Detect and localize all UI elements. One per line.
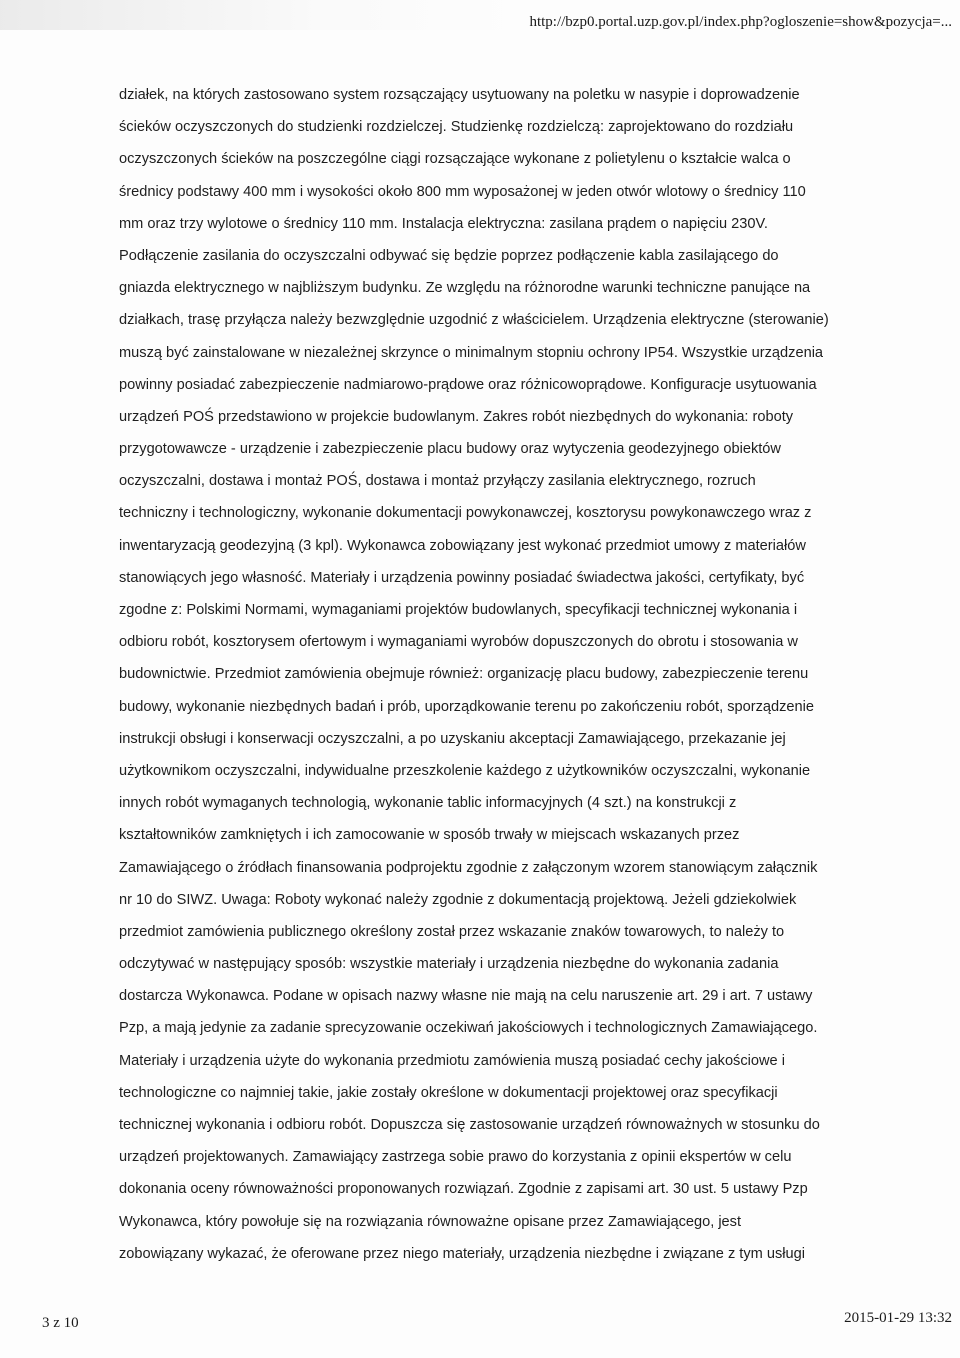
text-line: powinny posiadać zabezpieczenie nadmiarowo-prądowe oraz różnicowoprądowe. Konfiguracje usytuowania <box>119 376 817 393</box>
text-line: budowy, wykonanie niezbędnych badań i prób, uporządkowanie terenu po zakończeniu robót, sporządzenie <box>119 698 815 715</box>
text-line: urządzeń projektowanych. Zamawiający zastrzega sobie prawo do korzystania z opinii ekspertów w celu <box>119 1149 792 1166</box>
text-line: Zamawiającego o źródłach finansowania podprojektu zgodnie z załączonym wzorem stanowiącym załącznik <box>119 859 818 876</box>
text-line: średnicy podstawy 400 mm i wysokości około 800 mm wyposażonej w jeden otwór wlotowy o średnicy 110 <box>119 183 806 200</box>
text-line: kształtowników zamkniętych i ich zamocowanie w sposób trwały w miejscach wskazanych przez <box>119 827 740 844</box>
text-line: oczyszczonych ścieków na poszczególne ciągi rozsączające wykonane z polietylenu o kształcie walca o <box>119 151 791 168</box>
text-line: użytkownikom oczyszczalni, indywidualne przeszkolenie każdego z użytkowników oczyszczalni, wykonanie <box>119 762 811 779</box>
text-line: stanowiących jego własność. Materiały i urządzenia powinny posiadać świadectwa jakości, certyfikaty, być <box>119 569 805 586</box>
text-line: Materiały i urządzenia użyte do wykonania przedmiotu zamówienia muszą posiadać cechy jakościowe i <box>119 1052 785 1069</box>
text-line: mm oraz trzy wylotowe o średnicy 110 mm. Instalacja elektryczna: zasilana prądem o napięciu 230V. <box>119 215 768 232</box>
text-line: przedmiot zamówienia publicznego określony został przez wskazanie znaków towarowych, to należy to <box>119 923 785 940</box>
text-line: inwentaryzacją geodezyjną (3 kpl). Wykonawca zobowiązany jest wykonać przedmiot umowy z materiałów <box>119 537 806 554</box>
text-line: dokonania oceny równoważności proponowanych rozwiązań. Zgodnie z zapisami art. 30 ust. 5 ustawy Pzp <box>119 1181 808 1198</box>
print-datetime: 2015-01-29 13:32 <box>844 1310 952 1326</box>
text-line: ścieków oczyszczonych do studzienki rozdzielczej. Studzienkę rozdzielczą: zaprojektowano do rozdziału <box>119 119 794 136</box>
text-line: techniczny i technologiczny, wykonanie dokumentacji powykonawczej, kosztorysu powykonawczego wraz z <box>119 505 812 522</box>
text-line: odbioru robót, kosztorysem ofertowym i wymaganiami wyrobów dopuszczonych do obrotu i stosowania w <box>119 634 798 651</box>
text-line: nr 10 do SIWZ. Uwaga: Roboty wykonać należy zgodnie z dokumentacją projektową. Jeżeli gdziekolwiek <box>119 891 797 908</box>
text-line: innych robót wymaganych technologią, wykonanie tablic informacyjnych (4 szt.) na konstrukcji z <box>119 795 737 812</box>
text-line: gniazda elektrycznego w najbliższym budynku. Ze względu na różnorodne warunki techniczne panujące na <box>119 280 811 297</box>
text-line: oczyszczalni, dostawa i montaż POŚ, dostawa i montaż przyłączy zasilania elektrycznego, rozruch <box>119 473 756 490</box>
text-line: technicznej wykonania i odbioru robót. Dopuszcza się zastosowanie urządzeń równoważnych w stosunku do <box>119 1117 820 1133</box>
text-line: muszą być zainstalowane w niezależnej skrzynce o minimalnym stopniu ochrony IP54. Wszystkie urządzenia <box>119 344 824 361</box>
text-line: działek, na których zastosowano system rozsączający usytuowany na poletku w nasypie i doprowadzenie <box>119 87 800 103</box>
text-line: instrukcji obsługi i konserwacji oczyszczalni, a po uzyskaniu akceptacji Zamawiającego, przekazanie jej <box>119 730 786 747</box>
text-line: Podłączenie zasilania do oczyszczalni odbywać się będzie poprzez podłączenie kabla zasilającego do <box>119 247 779 264</box>
text-line: przygotowawcze - urządzenie i zabezpieczenie placu budowy oraz wytyczenia geodezyjnego obiektów <box>119 441 781 458</box>
text-line: odczytywać w następujący sposób: wszystkie materiały i urządzenia niezbędne do wykonania zadania <box>119 956 779 973</box>
text-line: urządzeń POŚ przedstawiono w projekcie budowlanym. Zakres robót niezbędnych do wykonania: roboty <box>119 408 794 425</box>
page-number: 3 z 10 <box>42 1315 79 1331</box>
text-line: zgodne z: Polskimi Normami, wymaganiami projektów budowlanych, specyfikacji technicznej wykonania i <box>119 602 798 618</box>
text-line: technologiczne co najmniej takie, jakie zostały określone w dokumentacji projektowej oraz specyfikacji <box>119 1084 778 1101</box>
text-line: Wykonawca, który powołuje się na rozwiązania równoważne opisane przez Zamawiającego, jest <box>119 1213 742 1230</box>
text-line: budownictwie. Przedmiot zamówienia obejmuje również: organizację placu budowy, zabezpieczenie terenu <box>119 666 809 683</box>
document-body <box>119 79 879 1270</box>
text-line: dostarcza Wykonawca. Podane w opisach nazwy własne nie mają na celu naruszenie art. 29 i art. 7 ustawy <box>119 988 813 1005</box>
text-line: zobowiązany wykazać, że oferowane przez niego materiały, urządzenia niezbędne i związane z tym usługi <box>119 1245 805 1262</box>
text-line: Pzp, a mają jedynie za zadanie sprecyzowanie oczekiwań jakościowych i technologicznych Zamawiającego. <box>119 1020 818 1037</box>
scan-artifact <box>0 0 520 30</box>
page-url-header: http://bzp0.portal.uzp.gov.pl/index.php?ogloszenie=show&pozycja=... <box>529 14 952 30</box>
text-line: działkach, trasę przyłącza należy bezwzględnie uzgodnić z właścicielem. Urządzenia elektryczne (sterowanie) <box>119 312 829 329</box>
